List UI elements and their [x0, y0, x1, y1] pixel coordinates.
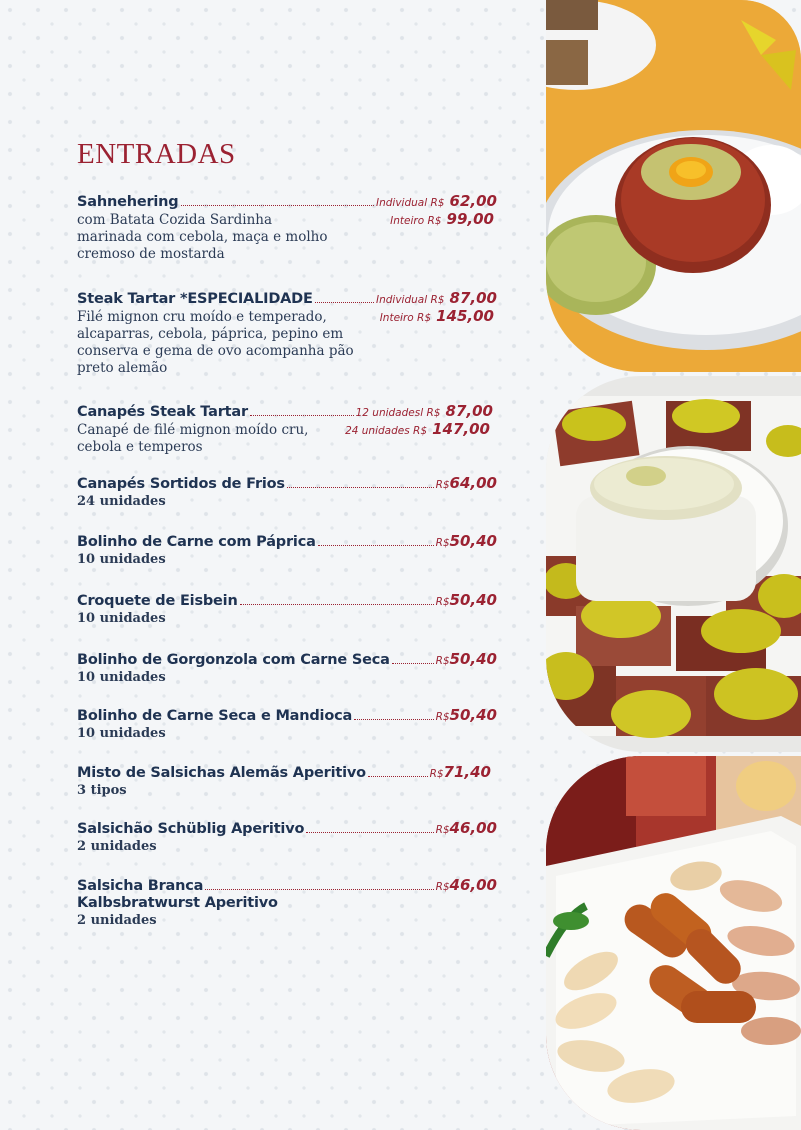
- item-name: Canapés Sortidos de Frios: [77, 476, 285, 492]
- item-price: Individual R$ 62,00: [376, 192, 497, 210]
- item-price-secondary: 24 unidades R$ 147,00: [345, 420, 490, 438]
- item-name: Misto de Salsichas Alemãs Aperitivo: [77, 765, 366, 781]
- section-title: ENTRADAS: [77, 138, 236, 170]
- item-price: Individual R$ 87,00: [376, 289, 497, 307]
- item-price: R$50,40: [435, 591, 497, 609]
- item-name-line-2: Kalbsbratwurst Aperitivo: [77, 895, 278, 911]
- item-price-secondary: Inteiro R$ 145,00: [379, 307, 494, 325]
- item-name: Salsicha Branca: [77, 878, 204, 894]
- dotted-leader: [250, 415, 354, 416]
- item-price: 12 unidadesl R$ 87,00: [355, 402, 493, 420]
- item-name: Canapés Steak Tartar: [77, 404, 248, 420]
- item-quantity: 10 unidades: [77, 726, 166, 741]
- item-price: R$46,00: [435, 876, 497, 894]
- menu-item-salsichao-schublig: [77, 817, 497, 854]
- menu-item-canapes-steak-tartar: [77, 400, 493, 456]
- item-name: Bolinho de Carne Seca e Mandioca: [77, 708, 353, 724]
- item-description: com Batata Cozida Sardinha marinada com cebola, maça e molho cremoso de mostarda: [77, 212, 328, 262]
- dotted-leader: [315, 302, 374, 303]
- menu-item-croquete-eisbein: [77, 589, 497, 626]
- photo-sausages: [546, 756, 801, 1130]
- item-name: Bolinho de Gorgonzola com Carne Seca: [77, 652, 390, 668]
- menu-item-steak-tartar: [77, 287, 497, 377]
- item-description: Canapé de filé mignon moído cru, cebola e temperos: [77, 422, 309, 455]
- menu-item-sahnehering: [77, 190, 497, 263]
- dotted-leader: [318, 545, 434, 546]
- menu-item-canapes-sortidos: [77, 472, 497, 509]
- item-name: Bolinho de Carne com Páprica: [77, 534, 316, 550]
- item-quantity: 2 unidades: [77, 839, 157, 854]
- item-price: R$71,40: [429, 763, 491, 781]
- dotted-leader: [287, 487, 434, 488]
- menu-item-bolinho-carne-seca-mandioca: [77, 704, 497, 741]
- dotted-leader: [306, 832, 433, 833]
- item-name: Salsichão Schüblig Aperitivo: [77, 821, 305, 837]
- item-name: Croquete de Eisbein: [77, 593, 238, 609]
- dotted-leader: [205, 889, 433, 890]
- item-price: R$50,40: [435, 650, 497, 668]
- item-price: R$46,00: [435, 819, 497, 837]
- dotted-leader: [392, 663, 434, 664]
- item-quantity: 10 unidades: [77, 611, 166, 626]
- item-quantity: 2 unidades: [77, 913, 157, 928]
- item-name: Steak Tartar *ESPECIALIDADE: [77, 291, 313, 307]
- item-price: R$64,00: [435, 474, 497, 492]
- item-quantity: 3 tipos: [77, 783, 127, 798]
- item-price: R$50,40: [435, 532, 497, 550]
- menu-item-salsicha-branca: [77, 874, 497, 928]
- menu-item-misto-salsichas: [77, 761, 491, 798]
- menu-item-bolinho-gorgonzola: [77, 648, 497, 685]
- dotted-leader: [354, 719, 433, 720]
- dotted-leader: [181, 205, 375, 206]
- item-quantity: 10 unidades: [77, 552, 166, 567]
- item-price: R$50,40: [435, 706, 497, 724]
- item-description: Filé mignon cru moído e temperado, alcaparras, cebola, páprica, pepino em conserva e gema de ovo acompanha pão preto alemão: [77, 309, 354, 376]
- item-quantity: 24 unidades: [77, 494, 166, 509]
- dotted-leader: [240, 604, 434, 605]
- dotted-leader: [368, 776, 428, 777]
- item-price-secondary: Inteiro R$ 99,00: [390, 210, 494, 228]
- photo-canapes: [546, 376, 801, 752]
- item-quantity: 10 unidades: [77, 670, 166, 685]
- item-name: Sahnehering: [77, 194, 179, 210]
- photo-steak-tartar: [546, 0, 801, 372]
- menu-item-bolinho-carne-paprica: [77, 530, 497, 567]
